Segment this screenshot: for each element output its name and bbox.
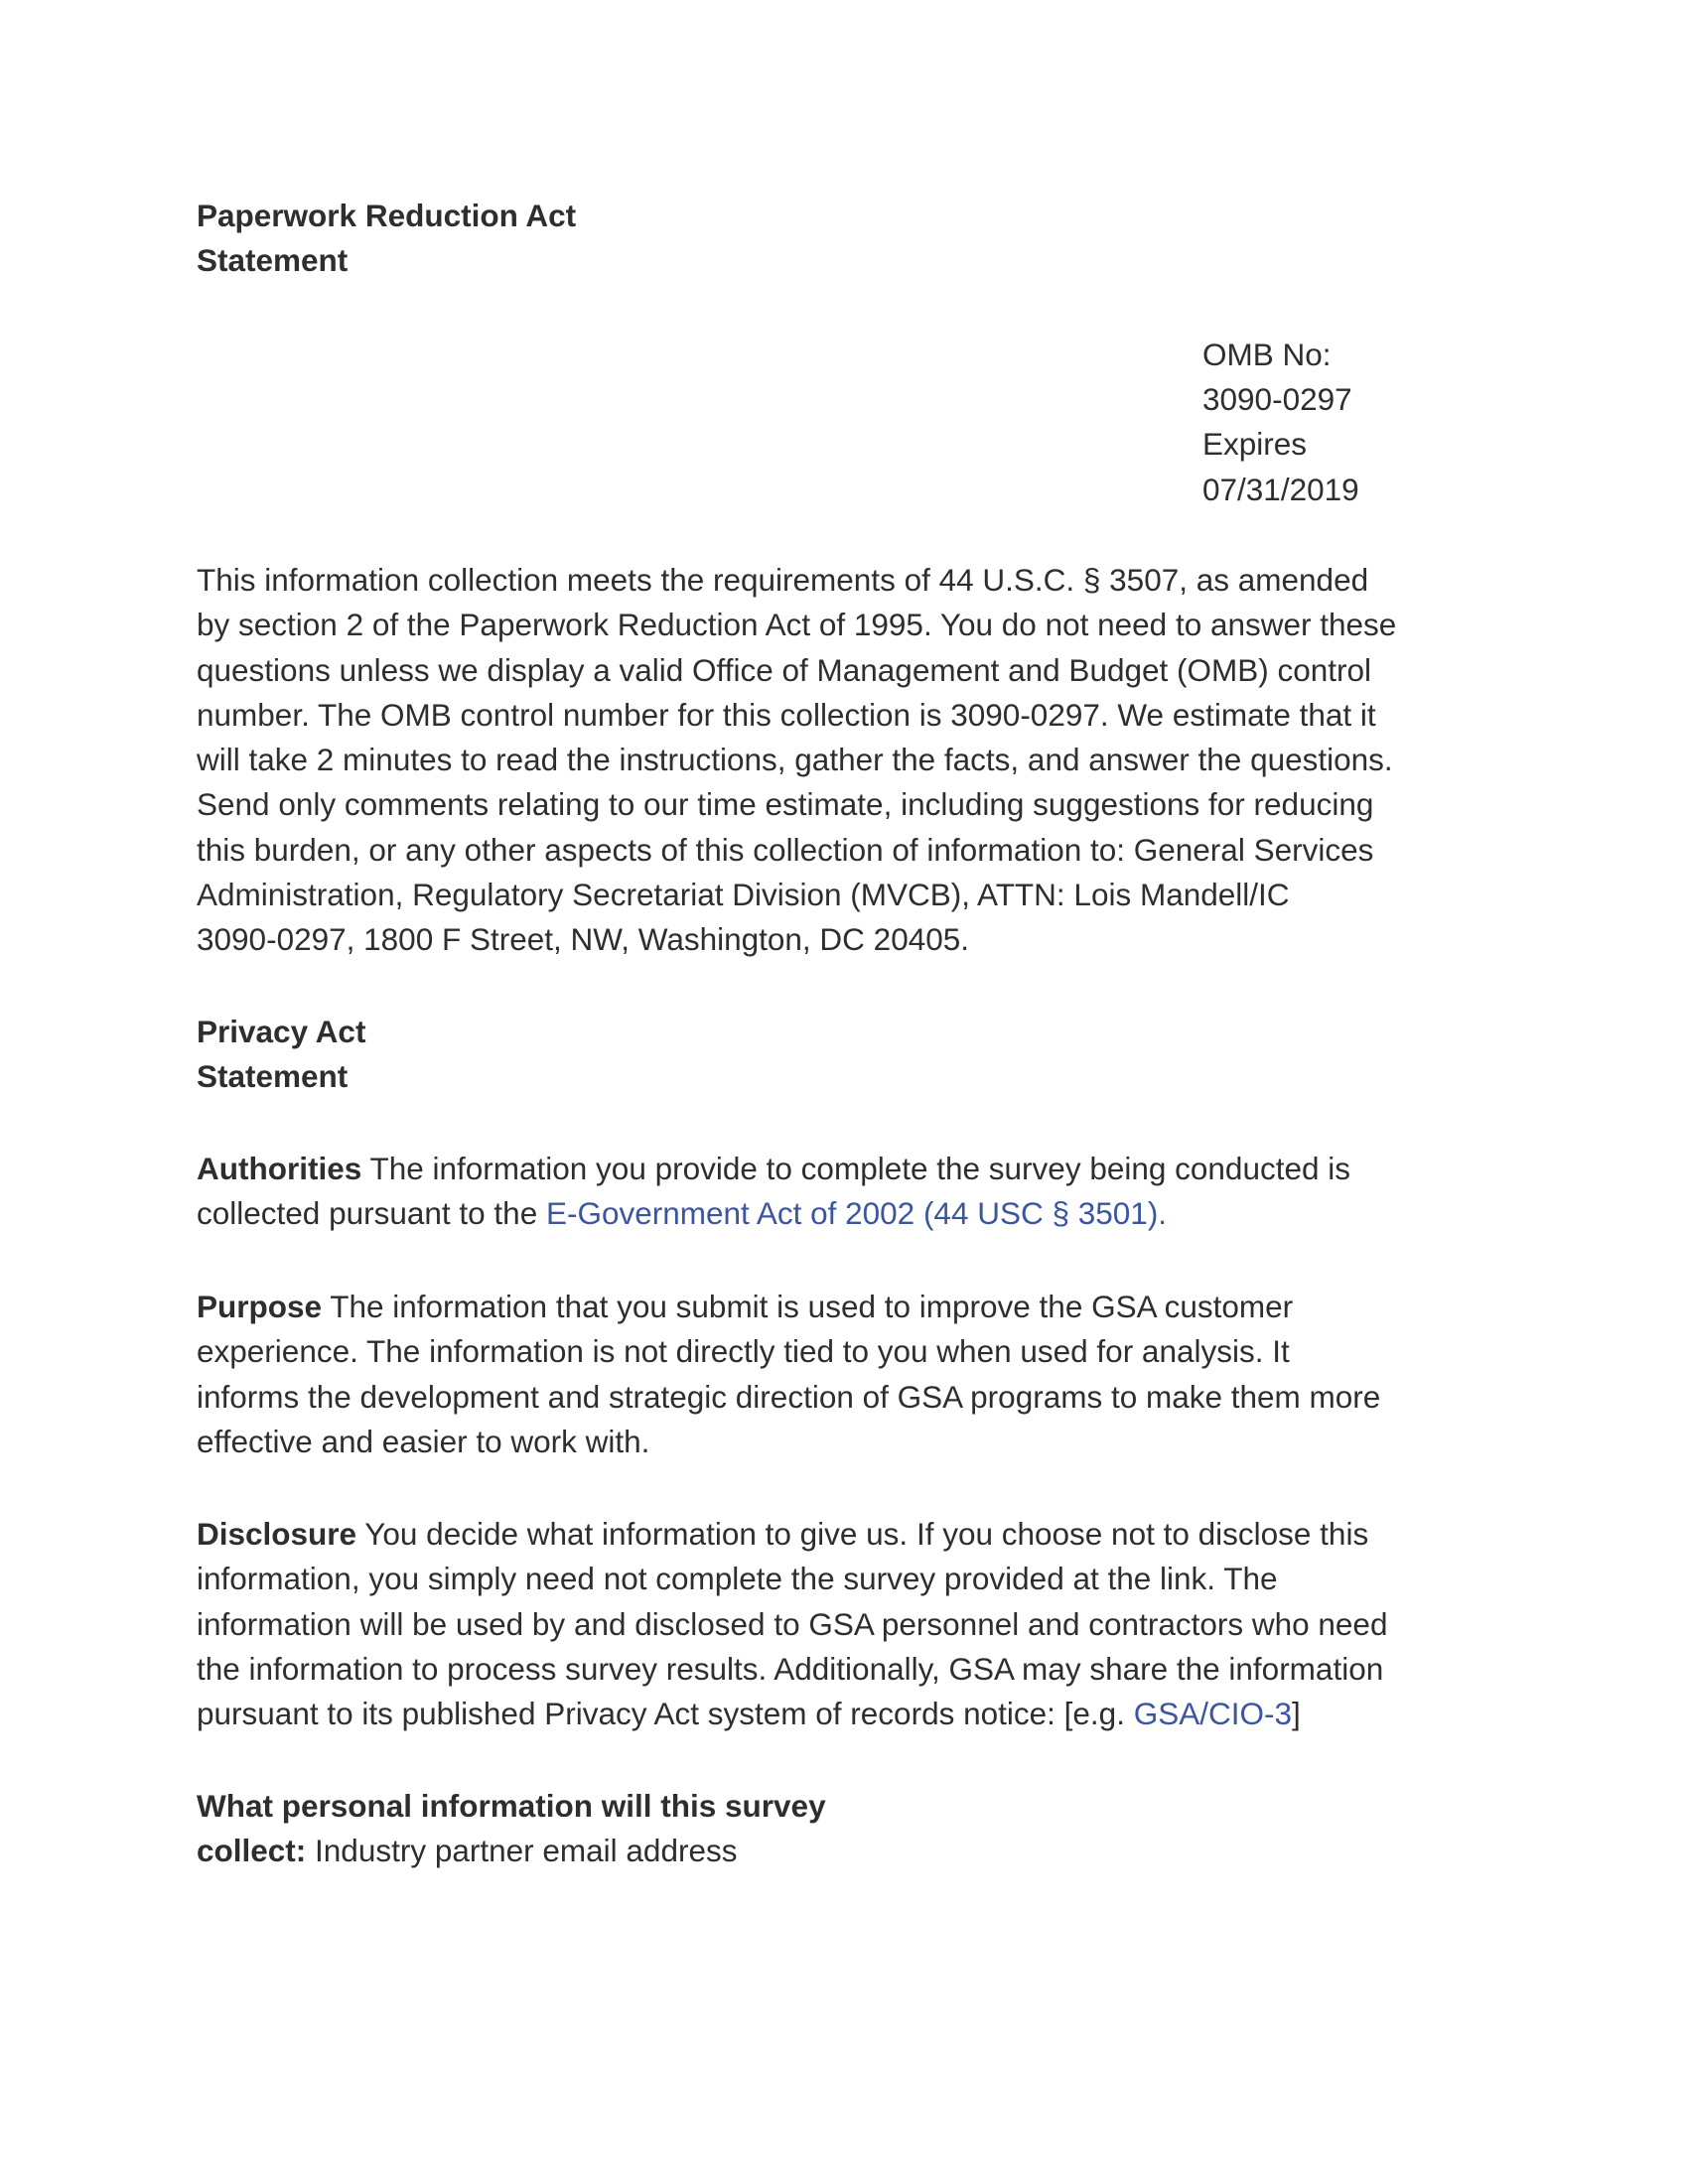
pra-body-line: number. The OMB control number for this collection is 3090-0297. We estimate that it: [197, 696, 1376, 733]
egov-act-link[interactable]: E-Government Act of 2002 (44 USC § 3501).: [545, 1195, 1168, 1232]
disclosure-label: Disclosure: [197, 1516, 357, 1552]
purpose-text: experience. The information is not directly tied to you when used for analysis. It: [197, 1333, 1290, 1370]
expires-label: Expires: [1202, 426, 1308, 463]
purpose-text: effective and easier to work with.: [197, 1423, 650, 1459]
omb-number: 3090-0297: [1202, 381, 1352, 418]
pra-body-line: 3090-0297, 1800 F Street, NW, Washington, DC 20405.: [197, 921, 970, 958]
pra-body-line: this burden, or any other aspects of this collection of information to: General Services: [197, 831, 1374, 868]
disclosure-section: [197, 1512, 1418, 1736]
personal-info-label: collect:: [197, 1833, 307, 1869]
pra-body-line: questions unless we display a valid Office of Management and Budget (OMB) control: [197, 651, 1372, 688]
personal-info-label: What personal information will this survey: [197, 1788, 826, 1824]
pra-body-line: by section 2 of the Paperwork Reduction Act of 1995. You do not need to answer these: [197, 607, 1397, 643]
disclosure-text: information, you simply need not complete the survey provided at the link. The: [197, 1561, 1278, 1597]
pra-body-line: will take 2 minutes to read the instructions, gather the facts, and answer the questions.: [197, 742, 1393, 778]
omb-info: [1202, 333, 1359, 512]
privacy-heading: [197, 1010, 365, 1099]
authorities-section: [197, 1147, 1418, 1237]
pra-body: [197, 558, 1418, 963]
disclosure-text: You decide what information to give us. If you choose not to disclose this: [356, 1516, 1369, 1552]
privacy-heading-line2: Statement: [197, 1058, 349, 1094]
disclosure-text: information will be used by and disclosed to GSA personnel and contractors who need: [197, 1605, 1388, 1642]
purpose-text: The information that you submit is used to improve the GSA customer: [322, 1289, 1294, 1324]
pra-heading: [197, 194, 576, 283]
purpose-text: informs the development and strategic direction of GSA programs to make them more: [197, 1378, 1381, 1415]
disclosure-text: the information to process survey results. Additionally, GSA may share the information: [197, 1650, 1384, 1687]
expires-date: 07/31/2019: [1202, 471, 1359, 507]
personal-info-value: Industry partner email address: [306, 1833, 738, 1869]
disclosure-text: pursuant to its published Privacy Act system of records notice: [e.g.: [197, 1696, 1134, 1732]
pra-heading-line1: Paperwork Reduction Act: [197, 198, 577, 233]
gsa-cio-3-link[interactable]: GSA/CIO-3: [1133, 1696, 1292, 1732]
omb-label: OMB No:: [1202, 337, 1332, 372]
pra-heading-line2: Statement: [197, 242, 349, 278]
purpose-label: Purpose: [197, 1289, 323, 1324]
disclosure-text: ]: [1292, 1696, 1301, 1732]
pra-body-line: This information collection meets the requirements of 44 U.S.C. § 3507, as amended: [197, 562, 1369, 598]
pra-body-line: Send only comments relating to our time estimate, including suggestions for reducing: [197, 786, 1374, 823]
personal-info-section: [197, 1784, 1418, 1874]
authorities-label: Authorities: [197, 1151, 362, 1186]
pra-body-line: Administration, Regulatory Secretariat Division (MVCB), ATTN: Lois Mandell/IC: [197, 877, 1290, 913]
authorities-text: collected pursuant to the: [197, 1195, 546, 1232]
authorities-text: The information you provide to complete the survey being conducted is: [361, 1151, 1351, 1186]
purpose-section: [197, 1285, 1418, 1464]
privacy-heading-line1: Privacy Act: [197, 1014, 366, 1049]
